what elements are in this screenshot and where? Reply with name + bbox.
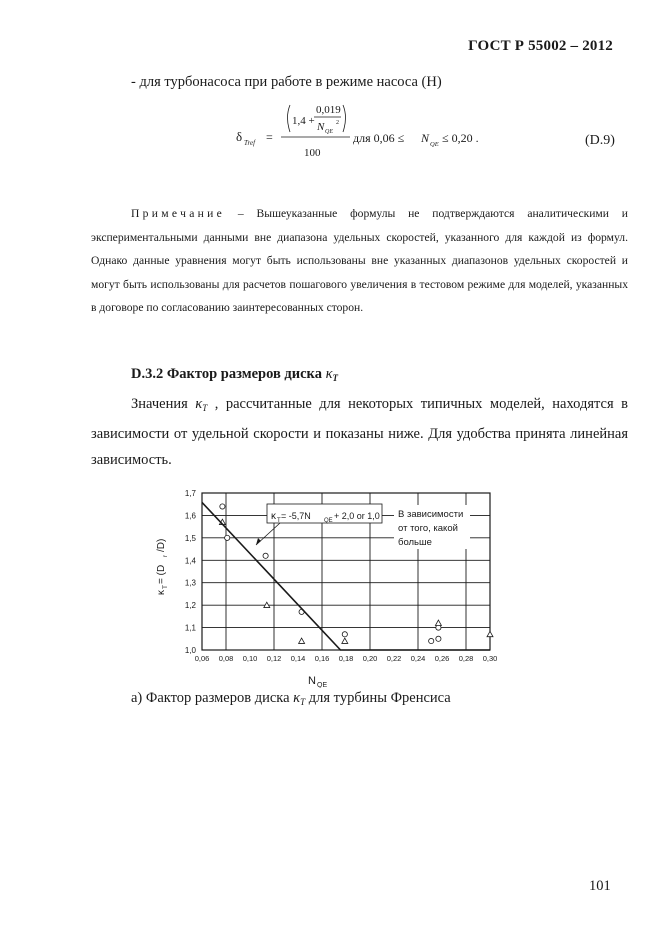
caption-symbol-sub: T bbox=[300, 697, 306, 707]
formula-inner-const: 1,4 + bbox=[292, 115, 315, 127]
y-tick-label: 1,7 bbox=[184, 489, 196, 498]
formula-delta: δ bbox=[236, 129, 243, 144]
data-point-triangle bbox=[487, 631, 493, 636]
formula-delta-sub: Tref bbox=[244, 139, 256, 147]
x-axis-label-sub: QE bbox=[317, 682, 328, 688]
formula-label-sub2: QE bbox=[324, 518, 333, 524]
formula-condition-suffix: ≤ 0,20 . bbox=[442, 131, 479, 145]
note-paragraph bbox=[91, 202, 628, 320]
formula-label-mid: = -5,7N bbox=[281, 511, 311, 521]
caption-suffix: для турбины Френсиса bbox=[305, 690, 451, 706]
formula-label-end: + 2,0 or 1,0 bbox=[334, 511, 380, 521]
formula-label-arrowhead bbox=[256, 538, 261, 545]
x-tick-label: 0,22 bbox=[386, 654, 402, 663]
y-axis-label-end: /D) bbox=[156, 538, 167, 552]
equation-number: (D.9) bbox=[585, 133, 615, 148]
formula-condition-var: N bbox=[421, 131, 430, 145]
y-axis-label-sub2: r bbox=[162, 554, 169, 557]
section-symbol-sub: T bbox=[332, 373, 339, 383]
y-axis-label-group bbox=[156, 539, 169, 595]
data-point-triangle bbox=[342, 638, 348, 643]
y-tick-label: 1,2 bbox=[184, 601, 196, 611]
section-title-text: D.3.2 Фактор размеров диска bbox=[131, 366, 322, 382]
paragraph-symbol: κ bbox=[195, 396, 203, 412]
x-axis-label: N bbox=[308, 675, 316, 687]
y-axis-label: κ bbox=[156, 590, 167, 595]
section-symbol: κ bbox=[325, 366, 333, 382]
y-tick-label: 1,6 bbox=[184, 511, 196, 521]
x-tick-label: 0,08 bbox=[218, 654, 234, 663]
paragraph-part2: , рассчитанные для некоторых типичных моделей, находятся в зависимости от удельной скорости и показаны ниже. Для удобства принята линейная зависимость. bbox=[91, 396, 628, 468]
y-axis-label-sub: T bbox=[162, 585, 169, 589]
caption-prefix: а) Фактор размеров диска bbox=[131, 690, 294, 706]
formula-label: κ bbox=[271, 511, 276, 522]
annotation-line-2: от того, какой bbox=[398, 523, 458, 534]
data-point-circle bbox=[429, 638, 434, 643]
formula-equals: = bbox=[266, 130, 273, 144]
y-axis-label-rest: = (D bbox=[156, 564, 167, 584]
section-title bbox=[131, 366, 338, 383]
y-tick-label: 1,1 bbox=[184, 623, 196, 633]
formula-inner-den-exp: 2 bbox=[336, 120, 339, 126]
x-tick-label: 0,24 bbox=[410, 654, 426, 663]
formula-d9 bbox=[233, 97, 533, 167]
caption-symbol: κ bbox=[293, 690, 301, 706]
paragraph-symbol-sub: T bbox=[202, 403, 208, 413]
data-point-triangle bbox=[435, 620, 441, 625]
x-tick-label: 0,10 bbox=[242, 654, 258, 663]
formula-left-paren bbox=[288, 105, 291, 132]
x-tick-label: 0,20 bbox=[362, 654, 378, 663]
page-number: 101 bbox=[589, 878, 611, 894]
x-tick-label: 0,26 bbox=[434, 654, 450, 663]
y-tick-label: 1,0 bbox=[184, 646, 196, 655]
y-tick-label: 1,5 bbox=[184, 533, 196, 543]
y-tick-label: 1,3 bbox=[184, 578, 196, 588]
formula-condition-var-sub: QE bbox=[430, 141, 439, 148]
data-point-circle bbox=[263, 553, 268, 558]
note-label: Примечание bbox=[131, 207, 226, 220]
formula-denominator: 100 bbox=[304, 147, 321, 159]
data-point-circle bbox=[436, 636, 441, 641]
x-tick-label: 0,12 bbox=[266, 654, 282, 663]
x-tick-label: 0,30 bbox=[482, 654, 498, 663]
intro-line: - для турбонасоса при работе в режиме насоса (Н) bbox=[131, 74, 442, 90]
annotation-line-1: В зависимости bbox=[398, 509, 464, 520]
data-point-triangle bbox=[299, 638, 305, 643]
x-tick-label: 0,14 bbox=[290, 654, 306, 663]
data-point-circle bbox=[220, 504, 225, 509]
formula-inner-den-sub: QE bbox=[325, 129, 333, 135]
note-text: – Вышеуказанные формулы не подтверждаются аналитическими и экспериментальными данными вне диапазона удельных скоростей, указанного для каждой из формул. Однако данные уравнения могут быть использованы вне указанных диапазонов удельных скоростей и могут быть использованы для расчетов пошагового увеличения в тестовом режиме для моделей, указанных в договоре по согласованию заинтересованных сторон. bbox=[91, 207, 628, 315]
chart-caption bbox=[131, 690, 451, 707]
formula-inner-num: 0,019 bbox=[316, 104, 341, 116]
disk-size-factor-chart bbox=[150, 483, 510, 688]
formula-condition-prefix: для 0,06 ≤ bbox=[353, 131, 405, 145]
y-tick-label: 1,4 bbox=[184, 556, 196, 566]
formula-right-paren bbox=[343, 105, 346, 132]
x-tick-label: 0,28 bbox=[458, 654, 474, 663]
formula-inner-den: N bbox=[317, 121, 325, 133]
x-tick-label: 0,16 bbox=[314, 654, 330, 663]
x-tick-label: 0,06 bbox=[194, 654, 210, 663]
data-point-circle bbox=[225, 535, 230, 540]
annotation-line-3: больше bbox=[398, 537, 432, 548]
document-header: ГОСТ Р 55002 – 2012 bbox=[468, 38, 613, 54]
formula-label-sub: T bbox=[277, 518, 281, 524]
body-paragraph bbox=[91, 391, 628, 473]
x-tick-label: 0,18 bbox=[338, 654, 354, 663]
paragraph-part1: Значения bbox=[131, 396, 196, 412]
data-point-circle bbox=[342, 632, 347, 637]
